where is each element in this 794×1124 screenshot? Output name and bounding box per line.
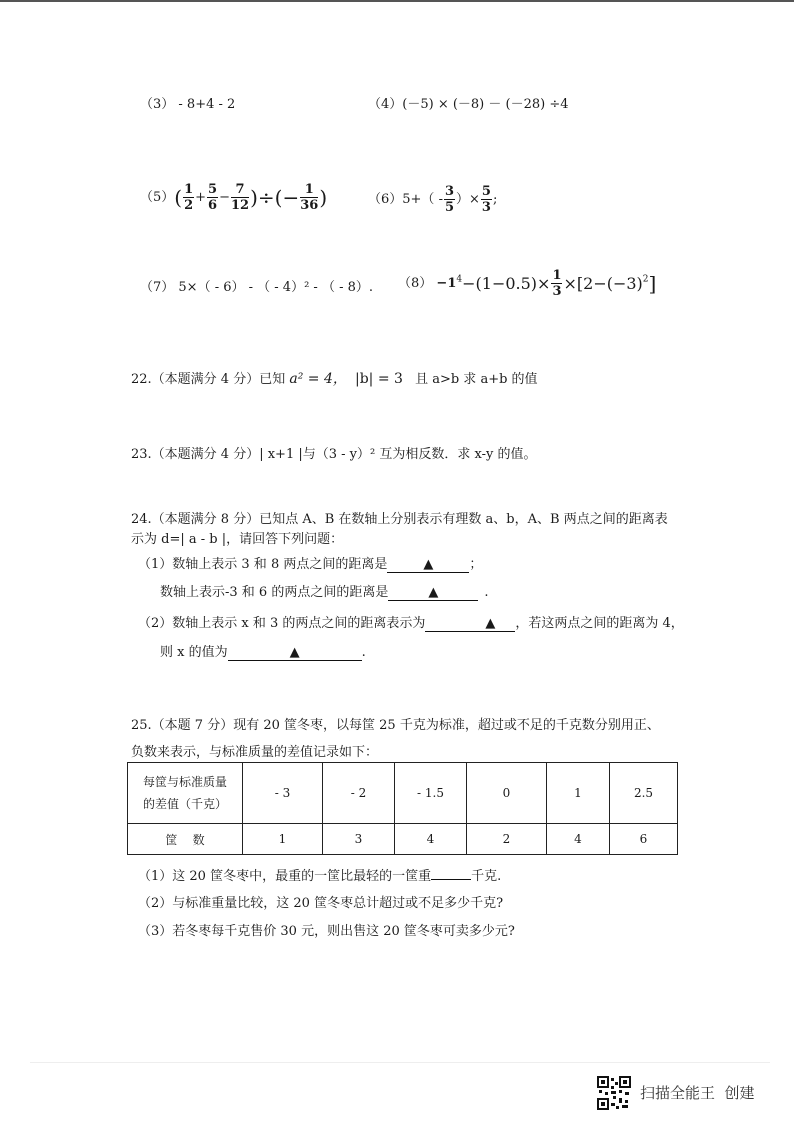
term: −1	[436, 276, 457, 291]
triangle-icon: ▲	[485, 616, 496, 631]
data-table	[127, 762, 678, 855]
question-22-prefix: 22.（本题满分 4 分）已知	[131, 372, 286, 387]
header-line: 每筐与标准质量	[142, 775, 227, 789]
table-cell: - 1.5	[395, 763, 467, 824]
prompt-text: 千克.	[471, 869, 502, 884]
exponent: 4	[456, 274, 463, 285]
question-24-part-1a	[138, 553, 482, 573]
table-header-cell: 筐 数	[128, 824, 243, 855]
question-25-part-3: （3）若冬枣每千克售价 30 元，则出售这 20 筐冬枣可卖多少元?	[138, 924, 515, 939]
condition-b: |b| = 3	[355, 371, 403, 387]
problem-3: （3） - 8+4 - 2	[140, 97, 236, 112]
problem-5-label: （5）	[140, 190, 175, 205]
bracket: ]	[648, 271, 657, 296]
fraction	[300, 182, 318, 213]
denominator: 3	[481, 200, 491, 215]
problem-6-label: （6）5+（ -	[368, 192, 443, 207]
exponent: 2	[642, 274, 649, 285]
operator: −	[219, 190, 230, 205]
table-cell: 2.5	[610, 763, 678, 824]
table-cell: 4	[547, 824, 610, 855]
punctuation: .	[361, 645, 366, 660]
operator: ）×	[456, 192, 480, 207]
qr-code-icon	[597, 1076, 631, 1110]
paren: )	[319, 185, 328, 210]
triangle-icon: ▲	[428, 585, 439, 600]
table-cell: 6	[610, 824, 678, 855]
question-25-part-2: （2）与标准重量比较，这 20 筐冬枣总计超过或不足多少千克?	[138, 896, 504, 911]
punctuation: ；	[469, 557, 483, 572]
prompt-text: （1）这 20 筐冬枣中，最重的一筐比最轻的一筐重	[138, 869, 432, 884]
punctuation: ;	[492, 192, 498, 207]
prompt-text: 数轴上表示-3 和 6 的两点之间的距离是	[160, 585, 389, 600]
numerator: 1	[300, 182, 318, 198]
question-23: 23.（本题满分 4 分）| x+1 |与（3 - y）² 互为相反数．求 x-y 的值。	[131, 447, 537, 462]
numerator: 1	[552, 268, 562, 283]
denominator: 36	[300, 198, 319, 213]
problem-5	[140, 182, 327, 213]
problem-6	[368, 184, 497, 215]
fraction	[444, 184, 455, 215]
operator: )÷(−	[250, 185, 300, 210]
question-25-line-1: 25.（本题 7 分）现有 20 筐冬枣，以每筐 25 千克为标准，超过或不足的千克数分别用正、	[131, 718, 660, 733]
table-cell: 1	[243, 824, 323, 855]
question-22	[131, 368, 538, 388]
triangle-icon: ▲	[289, 645, 300, 660]
numerator: 5	[208, 182, 218, 197]
question-24-part-1b	[160, 581, 488, 601]
numerator: 3	[444, 184, 455, 199]
denominator: 5	[444, 200, 455, 215]
denominator: 12	[231, 198, 250, 213]
numerator: 1	[184, 182, 194, 197]
scanner-brand-text: 扫描全能王 创建	[640, 1084, 755, 1102]
numerator: 7	[231, 182, 249, 198]
term: ×[2−(−3)	[563, 274, 643, 293]
footer-divider	[30, 1062, 770, 1063]
denominator: 2	[184, 198, 194, 213]
top-border	[0, 0, 794, 2]
answer-blank[interactable]	[387, 557, 469, 573]
table-cell: 2	[467, 824, 547, 855]
table-cell: 1	[547, 763, 610, 824]
fraction	[231, 182, 249, 213]
header-line: 的差值（千克）	[142, 797, 227, 811]
denominator: 3	[552, 284, 562, 299]
question-25-part-1	[138, 865, 501, 884]
table-cell: - 3	[243, 763, 323, 824]
problem-8-label: （8）	[398, 276, 433, 291]
term: −(1−0.5)×	[462, 274, 551, 293]
question-24-line-1: 24.（本题满分 8 分）已知点 A、B 在数轴上分别表示有理数 a、b，A、B 两点之间的距离表	[131, 512, 668, 527]
answer-blank[interactable]	[425, 616, 515, 632]
question-24-part-2a	[138, 612, 684, 632]
numerator: 5	[481, 184, 491, 199]
table-cell: 0	[467, 763, 547, 824]
operator: +	[195, 190, 207, 205]
table-row	[128, 763, 678, 824]
prompt-text: 则 x 的值为	[160, 645, 228, 660]
problem-8	[398, 268, 656, 299]
answer-blank[interactable]	[228, 645, 362, 661]
fraction	[551, 268, 562, 299]
table-cell: 4	[395, 824, 467, 855]
question-22-suffix: 且 a>b 求 a+b 的值	[415, 372, 538, 387]
prompt-text: （2）数轴上表示 x 和 3 的两点之间的距离表示为	[138, 616, 426, 631]
fraction	[207, 182, 218, 213]
table-header-cell	[128, 763, 243, 824]
prompt-text: ，若这两点之间的距离为 4，	[515, 616, 684, 631]
triangle-icon: ▲	[423, 557, 434, 572]
paren: (	[174, 185, 183, 210]
question-24-part-2b	[160, 641, 366, 661]
fraction	[481, 184, 492, 215]
problem-4: （4）(－5) × (－8) － (－28) ÷4	[368, 97, 569, 112]
prompt-text: （1）数轴上表示 3 和 8 两点之间的距离是	[138, 557, 388, 572]
problem-7: （7） 5×（ - 6） - （ - 4）² - （ - 8）.	[140, 280, 374, 295]
table-row	[128, 824, 678, 855]
condition-a: a² = 4，	[289, 371, 347, 387]
fraction	[183, 182, 194, 213]
answer-blank[interactable]	[388, 585, 478, 601]
punctuation: .	[484, 585, 489, 600]
answer-blank[interactable]	[431, 879, 471, 880]
denominator: 6	[208, 198, 218, 213]
table-cell: - 2	[323, 763, 395, 824]
question-25-line-2: 负数来表示，与标准质量的差值记录如下：	[131, 745, 379, 760]
question-24-line-2: 示为 d=| a - b |，请回答下列问题：	[131, 532, 344, 547]
table-cell: 3	[323, 824, 395, 855]
